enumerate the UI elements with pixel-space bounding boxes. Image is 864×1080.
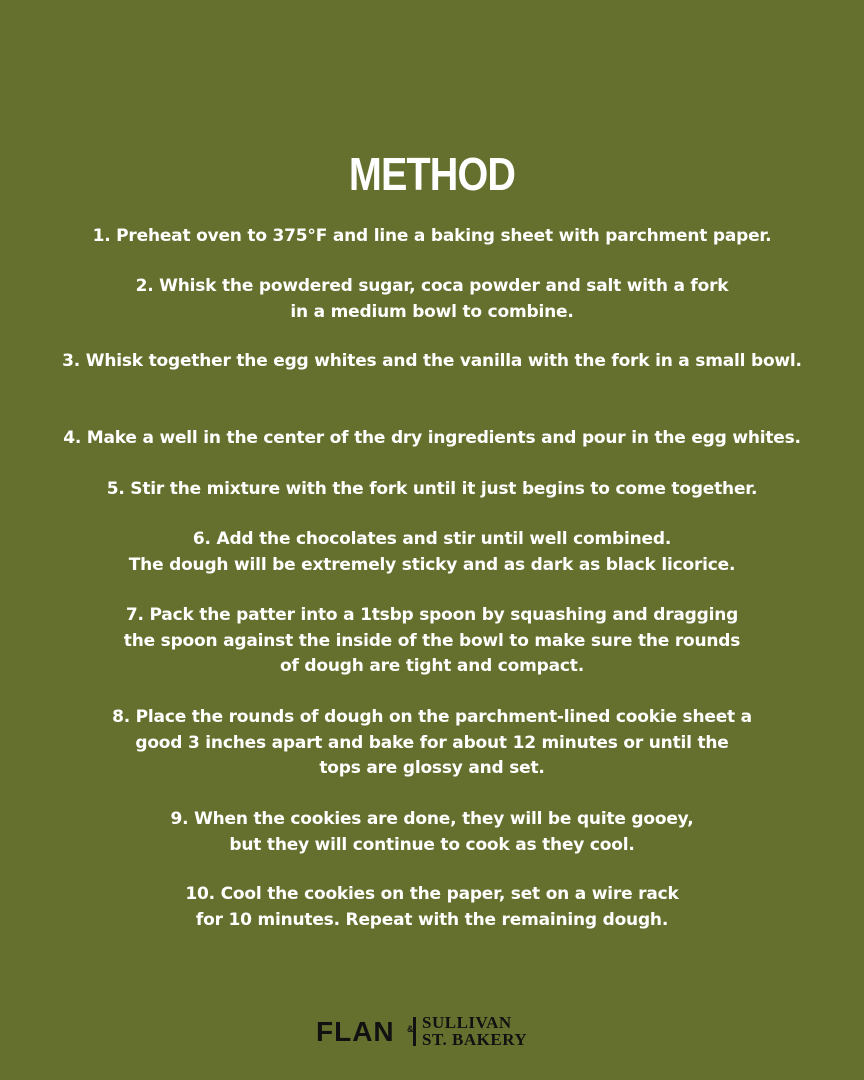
logo-st-bakery: ST. BAKERY: [422, 1030, 528, 1049]
step-line: 5. Stir the mixture with the fork until it just begins to come together.: [106, 479, 758, 499]
step-line: but they will continue to cook as they cool.: [229, 834, 635, 855]
step-line: 10. Cool the cookies on the paper, set on a wire rack: [185, 884, 679, 904]
method-step-9: [0, 807, 864, 858]
step-line: 9. When the cookies are done, they will be quite gooey,: [170, 809, 694, 829]
step-line: 8. Place the rounds of dough on the parchment-lined cookie sheet a: [112, 707, 752, 727]
step-line: in a medium bowl to combine.: [290, 301, 574, 322]
method-step-4: [0, 426, 864, 452]
step-line: good 3 inches apart and bake for about 12 minutes or until the: [135, 732, 729, 753]
method-step-2: [0, 274, 864, 325]
method-step-1: [0, 224, 864, 250]
logo-ampersand: &: [407, 1024, 414, 1034]
step-line: tops are glossy and set.: [319, 758, 545, 778]
logo-sullivan: SULLIVAN: [422, 1013, 512, 1032]
step-line: 1. Preheat oven to 375°F and line a baking sheet with parchment paper.: [92, 226, 772, 246]
method-step-5: [0, 477, 864, 503]
method-step-10: [0, 882, 864, 933]
method-step-8: [0, 705, 864, 782]
logo-flan: FLAN: [316, 1016, 395, 1047]
step-line: 4. Make a well in the center of the dry ingredients and pour in the egg whites.: [63, 428, 801, 448]
step-line: 2. Whisk the powdered sugar, coca powder and salt with a fork: [135, 276, 729, 296]
method-step-6: [0, 527, 864, 578]
method-step-3: [0, 349, 864, 375]
step-line: 7. Pack the patter into a 1tsbp spoon by squashing and dragging: [125, 605, 739, 625]
step-line: 3. Whisk together the egg whites and the vanilla with the fork in a small bowl.: [62, 351, 802, 371]
step-line: The dough will be extremely sticky and as dark as black licorice.: [128, 554, 736, 575]
step-line: 6. Add the chocolates and stir until well combined.: [192, 529, 672, 549]
page-title: METHOD: [348, 148, 516, 200]
step-line: for 10 minutes. Repeat with the remaining dough.: [195, 909, 669, 930]
step-line: the spoon against the inside of the bowl to make sure the rounds: [123, 630, 741, 651]
step-line: of dough are tight and compact.: [280, 656, 584, 676]
method-step-7: [0, 603, 864, 680]
bakery-logo: [316, 1013, 552, 1051]
